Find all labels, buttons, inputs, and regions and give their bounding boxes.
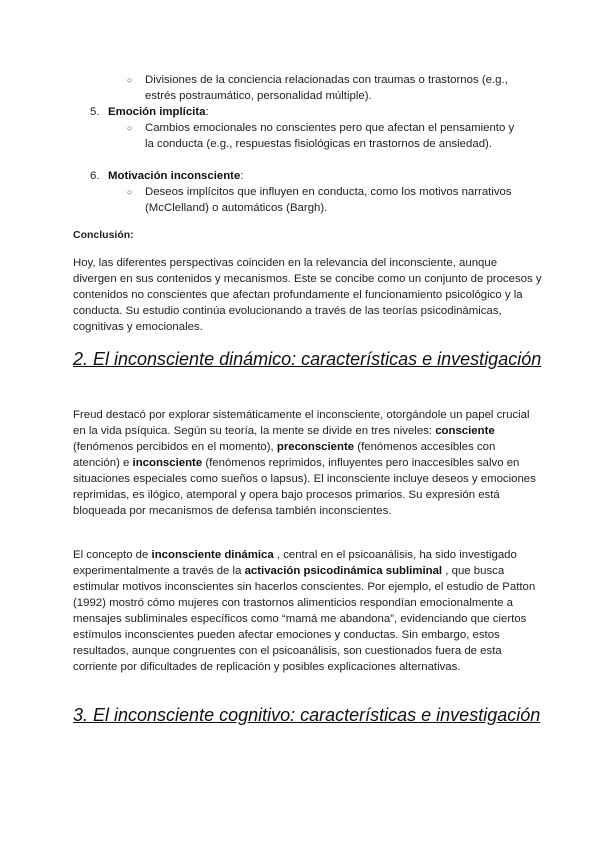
section-3-heading: 3. El inconsciente cognitivo: características e investigación [73,705,541,725]
list-number: 6. [90,170,100,182]
sub-bullet-item [127,120,525,152]
hollow-bullet-icon: ○ [127,75,133,85]
list-item-5: 5. Emoción implícita: [90,106,209,118]
list-item-title: Motivación inconsciente [108,170,241,182]
conclusion-label: Conclusión: [73,229,134,241]
hollow-bullet-icon: ○ [127,187,133,197]
sub-bullet-text: Divisiones de la conciencia relacionadas con traumas o trastornos (e.g., estrés postraumático, personalidad múltiple). [145,74,508,102]
sub-bullet-item [127,184,525,216]
list-item-title: Emoción implícita [108,106,206,118]
hollow-bullet-icon: ○ [127,123,133,133]
section-2-heading: 2. El inconsciente dinámico: características e investigación [73,349,542,369]
conclusion-paragraph: Hoy, las diferentes perspectivas coinciden en la relevancia del inconsciente, aunque divergen en sus contenidos y mecanismos. Este se concibe como un conjunto de procesos y contenidos no conscientes que afectan profundamente el funcionamiento psicológico y la conducta. Su estudio continúa evolucionando a través de las teorías psicodinámicas, cognitivas y emocionales. [73,257,542,333]
list-number: 5. [90,106,100,118]
list-item-6: 6. Motivación inconsciente: [90,170,244,182]
sub-bullet-text: Cambios emocionales no conscientes pero que afectan el pensamiento y la conducta (e.g., respuestas fisiológicas en trastornos de ansiedad). [145,122,515,150]
sub-bullet-item [127,72,525,104]
section-2-paragraph-1: Freud destacó por explorar sistemáticamente el inconsciente, otorgándole un papel crucial en la vida psíquica. Según su teoría, la mente se divide en tres niveles: consciente (fenómenos percibidos en el momento), preconsciente (fenómenos accesibles con atención) e inconsciente (fenómenos reprimidos, influyentes pero inaccesibles salvo en situaciones especiales como sueños o lapsus). El inconsciente incluye deseos y emociones reprimidas, es ilógico, atemporal y opera bajo procesos primarios. Su expresión está bloqueada por mecanismos de defensa también inconscientes. [73,409,536,517]
section-2-paragraph-2: El concepto de inconsciente dinámica , central en el psicoanálisis, ha sido investigado experimentalmente a través de la activación psicodinámica subliminal , que busca estimular motivos inconscientes sin hacerlos conscientes. Por ejemplo, el estudio de Patton (1992) mostró cómo mujeres con trastornos alimenticios respondían emocionalmente a mensajes subliminales específicos como “mamá me abandona”, evidenciando que ciertos estímulos inconscientes pueden afectar emociones y conductas. Sin embargo, estos resultados, aunque congruentes con el psicoanálisis, son cuestionados fuera de esta corriente por dificultades de replicación y posibles explicaciones alternativas. [73,549,536,673]
sub-bullet-text: Deseos implícitos que influyen en conducta, como los motivos narrativos (McClelland) o automáticos (Bargh). [145,186,512,214]
